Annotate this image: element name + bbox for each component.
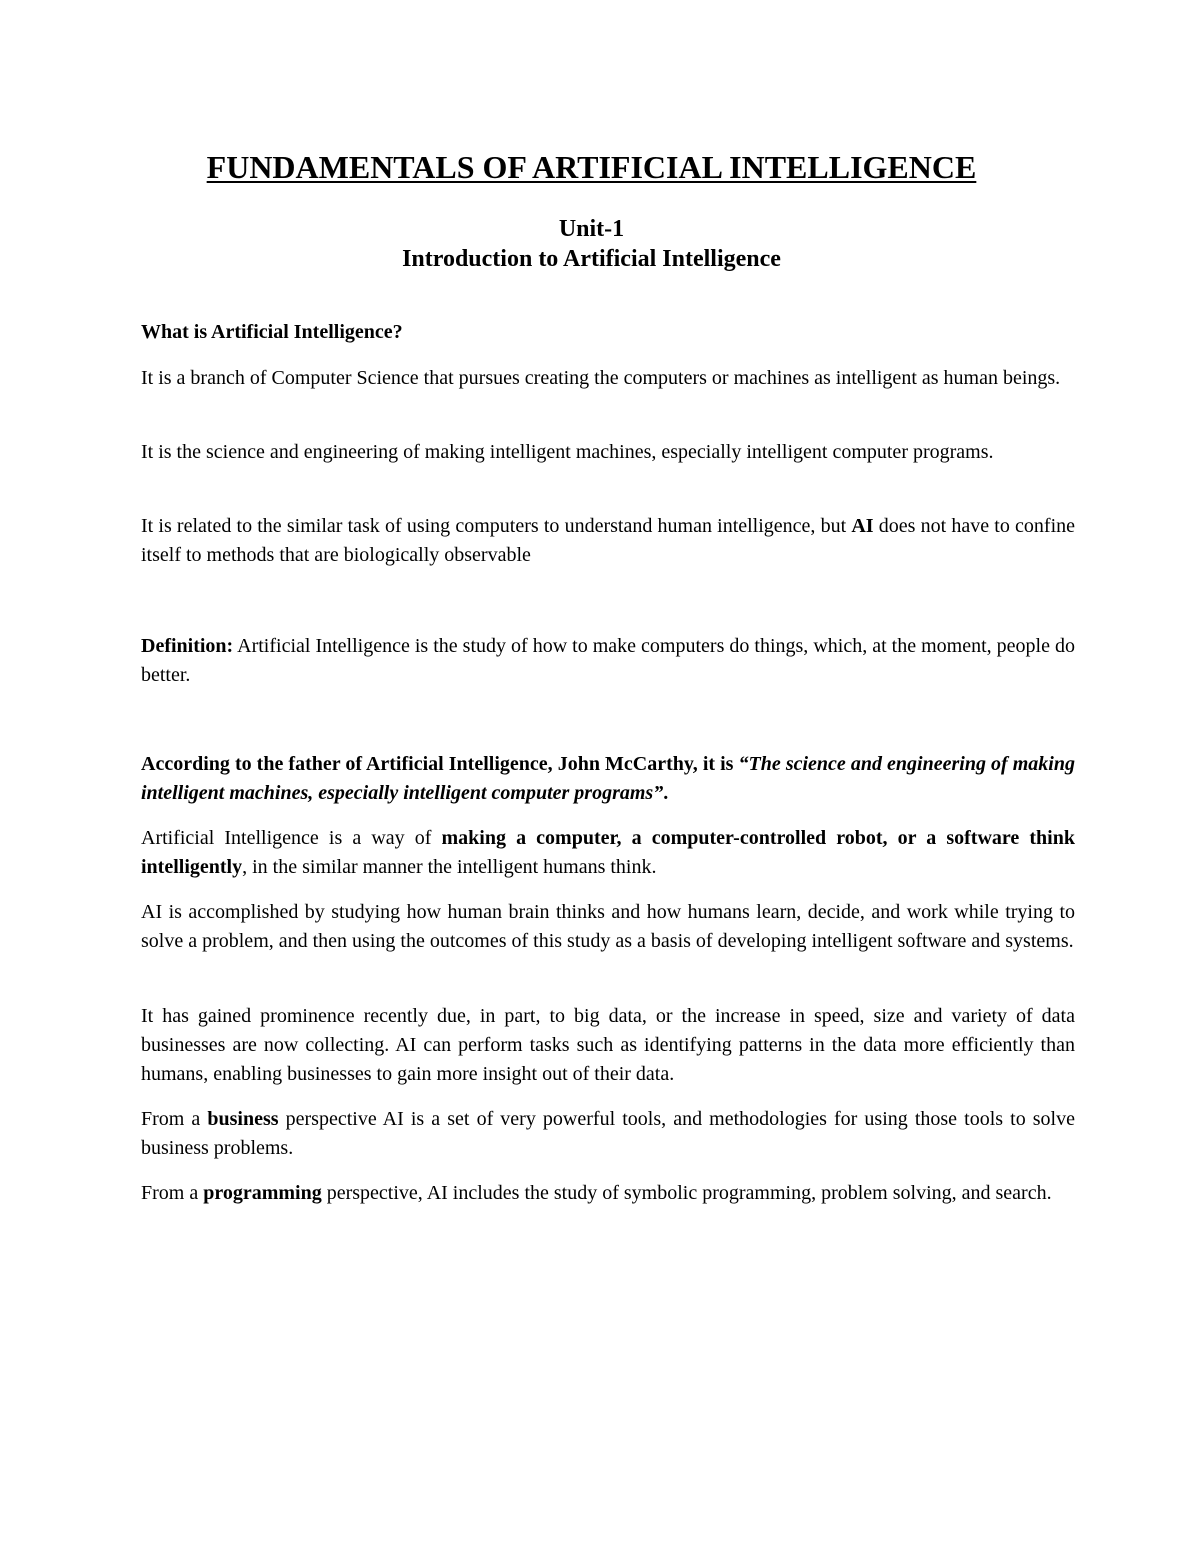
paragraph-programming-perspective xyxy=(141,1179,1075,1208)
mccarthy-intro: According to the father of Artificial Intelligence, John McCarthy, it is xyxy=(141,753,739,775)
definition-label: Definition: xyxy=(141,635,234,657)
bold-text: AI xyxy=(851,515,874,537)
document-title: FUNDAMENTALS OF ARTIFICIAL INTELLIGENCE xyxy=(206,149,977,185)
text-segment: perspective, AI includes the study of symbolic programming, problem solving, and search. xyxy=(321,1182,1052,1204)
paragraph-prominence: It has gained prominence recently due, in part, to big data, or the increase in speed, size and variety of data businesses are now collecting. AI can perform tasks such as identifying patterns in the data more efficiently than humans, enabling businesses to gain more insight out of their data. xyxy=(141,1005,1075,1085)
text-segment: From a xyxy=(141,1108,208,1130)
paragraph-branch-of-cs: It is a branch of Computer Science that pursues creating the computers or machines as intelligent as human beings. xyxy=(141,367,1061,389)
paragraph-business-perspective xyxy=(141,1105,1075,1163)
paragraph-accomplished: AI is accomplished by studying how human brain thinks and how humans learn, decide, and work while trying to solve a problem, and then using the outcomes of this study as a basis of developing intelligent software and systems. xyxy=(141,901,1075,952)
bold-text: making a computer, a computer-controlled robot, or a software think intelligently xyxy=(141,827,1075,878)
text-segment: From a xyxy=(141,1182,204,1204)
bold-text: programming xyxy=(203,1182,322,1204)
paragraph-science-engineering: It is the science and engineering of making intelligent machines, especially intelligent computer programs. xyxy=(141,441,994,463)
text-segment: , in the similar manner the intelligent humans think. xyxy=(242,856,657,878)
text-segment: perspective AI is a set of very powerful tools, and methodologies for using those tools to solve business problems. xyxy=(141,1108,1075,1159)
paragraph-mccarthy xyxy=(141,750,1075,808)
paragraph-definition xyxy=(141,632,1075,690)
text-segment: Artificial Intelligence is a way of xyxy=(141,827,442,849)
mccarthy-end: . xyxy=(663,782,669,804)
paragraph-way-of-making xyxy=(141,824,1075,882)
unit-title: Introduction to Artificial Intelligence xyxy=(402,246,781,272)
text-segment: does not have to confine itself to methods that are biologically observable xyxy=(141,515,1076,566)
section-heading: What is Artificial Intelligence? xyxy=(141,321,403,343)
mccarthy-quote: “The science and engineering of making intelligent machines, especially intelligent computer programs” xyxy=(141,753,1075,804)
unit-label: Unit-1 xyxy=(558,216,625,242)
text-segment: It is related to the similar task of using computers to understand human intelligence, but xyxy=(141,515,852,537)
paragraph-related-task xyxy=(141,512,1075,570)
definition-text: Artificial Intelligence is the study of how to make computers do things, which, at the moment, people do better. xyxy=(141,635,1075,686)
bold-text: business xyxy=(207,1108,279,1130)
